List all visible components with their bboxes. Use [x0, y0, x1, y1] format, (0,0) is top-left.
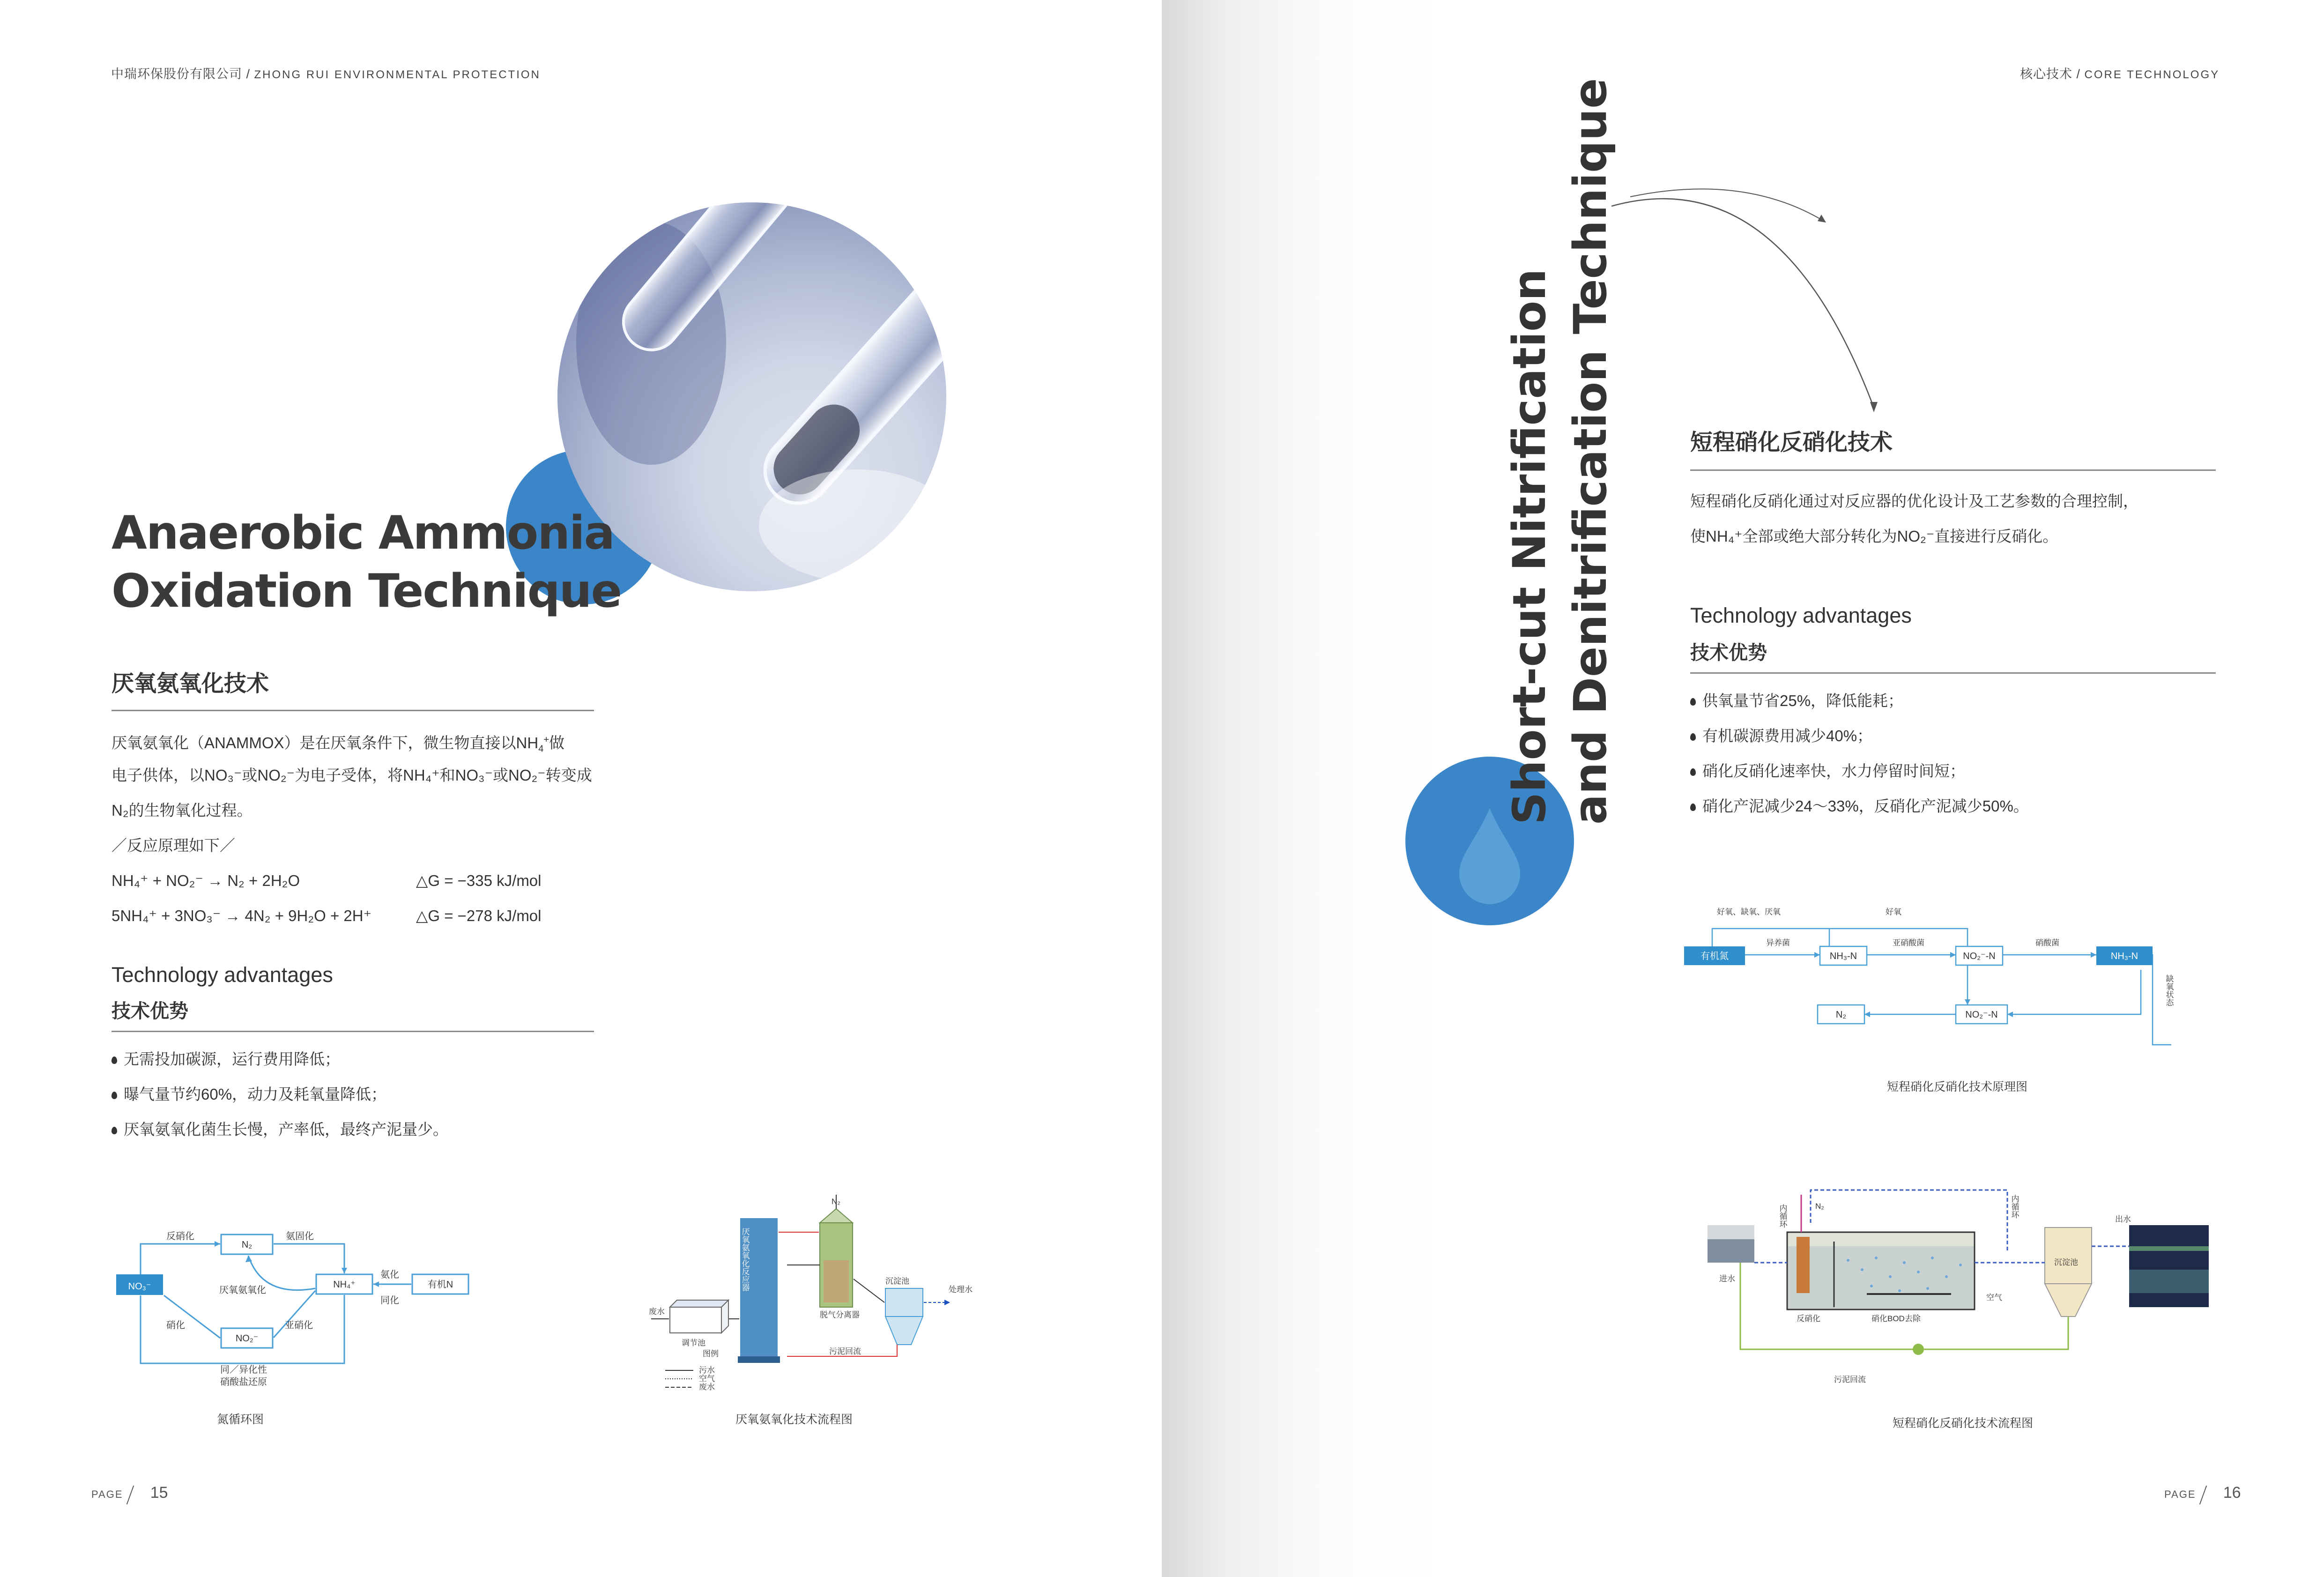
nitrogen-cycle-diagram	[108, 1213, 483, 1391]
conditions-label-2: 好氧	[1886, 908, 1901, 916]
pump-icon	[1913, 1344, 1924, 1355]
company-name-en: ZHONG RUI ENVIRONMENTAL PROTECTION	[254, 68, 541, 81]
section-divider	[111, 710, 594, 711]
advantages-divider	[111, 1031, 594, 1032]
left-header	[111, 64, 541, 82]
advantage-text: 硝化产泥减少24～33%，反硝化产泥减少50%。	[1702, 797, 2029, 815]
para-line1-end: 做	[549, 734, 564, 751]
nitrate-reduction-label: 硝酸盐还原	[220, 1377, 267, 1387]
bod-removal-label: 硝化BOD去除	[1871, 1314, 1921, 1323]
wastewater-label: 废水	[649, 1307, 665, 1316]
advantage-text: 厌氧氨氧化菌生长慢，产率低，最终产泥量少。	[124, 1121, 448, 1138]
legend-air: 空气	[699, 1374, 715, 1383]
advantage-item	[1690, 724, 1872, 746]
n2-outlet-label: N₂	[832, 1197, 840, 1206]
advantage-item	[1690, 759, 1965, 781]
section-title-cn: 短程硝化反硝化技术	[1690, 430, 1893, 455]
header-separator: /	[242, 67, 254, 81]
nitrate-bacteria-label: 硝酸菌	[2035, 938, 2059, 947]
equation-2: 5NH₄⁺ + 3NO₃⁻ → 4N₂ + 9H₂O + 2H⁺	[111, 907, 372, 924]
legend-water: 污水	[699, 1366, 715, 1375]
intro-paragraph-line2: 使NH₄⁺全部或绝大部分转化为NO₂⁻直接进行反硝化。	[1690, 528, 2058, 545]
intro-paragraph-line1: 短程硝化反硝化通过对反应器的优化设计及工艺参数的合理控制，	[1690, 492, 2138, 510]
inflow-label: 进水	[1719, 1274, 1735, 1283]
bullet-icon	[1690, 733, 1696, 741]
outflow-label: 出水	[2115, 1215, 2131, 1224]
equation-1-dg: △G = −335 kJ/mol	[416, 872, 542, 889]
advantages-title-cn: 技术优势	[111, 1000, 188, 1022]
section-name-cn: 核心技术	[2020, 67, 2072, 81]
diagram3-caption: 短程硝化反硝化技术原理图	[1887, 1080, 2028, 1093]
subscript: 4	[538, 744, 544, 754]
page-number-left	[91, 1484, 168, 1504]
no2-n-bottom-label: NO₂⁻-N	[1965, 1010, 1998, 1020]
settling-tank-label: 沉淀池	[2054, 1258, 2078, 1267]
curved-arrow-icon	[1602, 178, 1939, 422]
denitrification-label: 反硝化	[166, 1231, 194, 1242]
advantage-text: 硝化反硝化速率快，水力停留时间短；	[1702, 762, 1965, 780]
advantage-text: 供氧量节省25%，降低能耗；	[1702, 692, 1904, 709]
reactor-label: 厌氧氨氧化反应器	[740, 1227, 750, 1291]
intro-paragraph-line3: N₂的生物氧化过程。	[111, 802, 252, 819]
bullet-icon	[1690, 768, 1696, 776]
page-slash	[126, 1486, 147, 1504]
anammox-process-diagram	[637, 1195, 1002, 1401]
section-name-en: CORE TECHNOLOGY	[2084, 68, 2220, 81]
advantage-item	[1690, 689, 1903, 711]
header-separator: /	[2072, 67, 2085, 81]
anoxic-state-label: 缺氧状态	[2164, 974, 2174, 1006]
sludge-return-label: 污泥回流	[1834, 1375, 1866, 1384]
intro-paragraph-line2: 电子供体，以NO₃⁻或NO₂⁻为电子受体，将NH₄⁺和NO₃⁻或NO₂⁻转变成	[111, 766, 592, 784]
shortcut-principle-diagram	[1684, 900, 2223, 1059]
n2-label: N₂	[1835, 1010, 1847, 1020]
advantage-item	[1690, 794, 2029, 816]
assimilation-label: 同化	[380, 1295, 399, 1306]
page-label: PAGE	[91, 1488, 123, 1500]
regulating-tank-label: 调节池	[682, 1339, 705, 1347]
advantage-text: 无需投加碳源，运行费用降低；	[124, 1050, 340, 1068]
treated-water-label: 处理水	[949, 1285, 973, 1294]
ammonification-label: 氨化	[380, 1270, 399, 1280]
nh4-label: NH₄⁺	[333, 1279, 356, 1290]
vertical-title-line-2: and Denitrification Technique	[1564, 78, 1617, 825]
equation-2-dg: △G = −278 kJ/mol	[416, 907, 542, 924]
advantages-title-en: Technology advantages	[1690, 603, 1912, 627]
superscript: +	[543, 735, 549, 745]
advantage-text: 有机碳源费用减少40%；	[1702, 727, 1873, 744]
advantage-item	[111, 1047, 340, 1069]
advantage-item	[111, 1117, 448, 1139]
diagram4-caption: 短程硝化反硝化技术流程图	[1893, 1417, 2034, 1430]
advantage-item	[111, 1082, 386, 1104]
advantages-divider	[1690, 672, 2216, 674]
bullet-icon	[111, 1092, 117, 1099]
bullet-icon	[1690, 698, 1696, 706]
conditions-label-1: 好氧、缺氧、厌氧	[1717, 908, 1781, 916]
no3-label: NO₃⁻	[128, 1281, 151, 1292]
degas-label: 脱气分离器	[820, 1310, 860, 1319]
page-label: PAGE	[2164, 1488, 2196, 1500]
legend-waste: 废水	[699, 1383, 715, 1391]
settling-tank	[2045, 1227, 2092, 1284]
outflow-photo	[2129, 1225, 2209, 1307]
nitrite-bacteria-label: 亚硝酸菌	[1893, 938, 1924, 947]
organic-nitrogen-label: 有机氮	[1700, 951, 1729, 961]
equation-1: NH₄⁺ + NO₂⁻ → N₂ + 2H₂O	[111, 872, 300, 889]
right-header	[2020, 64, 2220, 82]
diagram2-caption: 厌氧氨氧化技术流程图	[735, 1413, 853, 1426]
test-tube-photo	[557, 202, 946, 591]
diagram1-caption: 氮循环图	[217, 1413, 264, 1426]
para-line1-text: 厌氧氨氧化（ANAMMOX）是在厌氧条件下，微生物直接以NH	[111, 734, 539, 751]
company-name-cn: 中瑞环保股份有限公司	[111, 67, 242, 81]
air-label: 空气	[1986, 1293, 2002, 1302]
nitrification-label: 硝化	[166, 1320, 185, 1331]
regulating-tank	[670, 1300, 728, 1333]
denitrification-zone	[1797, 1237, 1810, 1293]
no2-n-label: NO₂⁻-N	[1963, 951, 1996, 961]
organic-n-label: 有机N	[427, 1279, 453, 1290]
page-slash	[2199, 1486, 2220, 1504]
denitrification-label: 反硝化	[1797, 1314, 1820, 1323]
heterotroph-label: 异养菌	[1766, 938, 1790, 947]
title-line-1: Anaerobic Ammonia	[111, 506, 614, 560]
page-num: 16	[2223, 1484, 2241, 1502]
nitritation-label: 亚硝化	[285, 1320, 313, 1331]
n2-label: N₂	[241, 1240, 252, 1250]
no2-label: NO₂⁻	[235, 1333, 259, 1344]
page-number-right	[2164, 1484, 2241, 1504]
fixation-label: 氨固化	[286, 1231, 314, 1242]
vertical-title-line-1: Short-cut Nitrification	[1503, 268, 1556, 825]
nh3-n-label: NH₃-N	[1829, 951, 1857, 961]
advantages-title-en: Technology advantages	[111, 963, 333, 987]
shortcut-process-diagram	[1708, 1176, 2223, 1396]
legend-label: 图例	[703, 1349, 719, 1358]
n2-label: N₂	[1815, 1202, 1824, 1211]
page-num: 15	[150, 1484, 168, 1502]
bullet-icon	[1690, 803, 1696, 811]
advantages-title-cn: 技术优势	[1690, 642, 1767, 663]
advantage-text: 曝气量节约60%，动力及耗氧量降低；	[124, 1086, 387, 1103]
inner-circulation-label-1: 内循环	[1778, 1204, 1787, 1228]
settling-label: 沉淀池	[885, 1277, 909, 1286]
nh3-n-right-label: NH₃-N	[2110, 951, 2138, 961]
section-divider	[1690, 469, 2216, 471]
bullet-icon	[111, 1127, 117, 1134]
right-page	[1162, 0, 2324, 1577]
section-title-cn: 厌氧氨氧化技术	[111, 671, 269, 696]
dissimilatory-label: 同／异化性	[220, 1365, 267, 1375]
bullet-icon	[111, 1056, 117, 1064]
reaction-intro: ／反应原理如下／	[111, 837, 235, 854]
title-line-2: Oxidation Technique	[111, 565, 621, 618]
anammox-label: 厌氧氨氧化	[219, 1285, 266, 1295]
sludge-return-label: 污泥回流	[829, 1347, 861, 1356]
inner-circulation-label-2: 内循环	[2010, 1195, 2019, 1219]
settling-tank	[885, 1288, 923, 1317]
